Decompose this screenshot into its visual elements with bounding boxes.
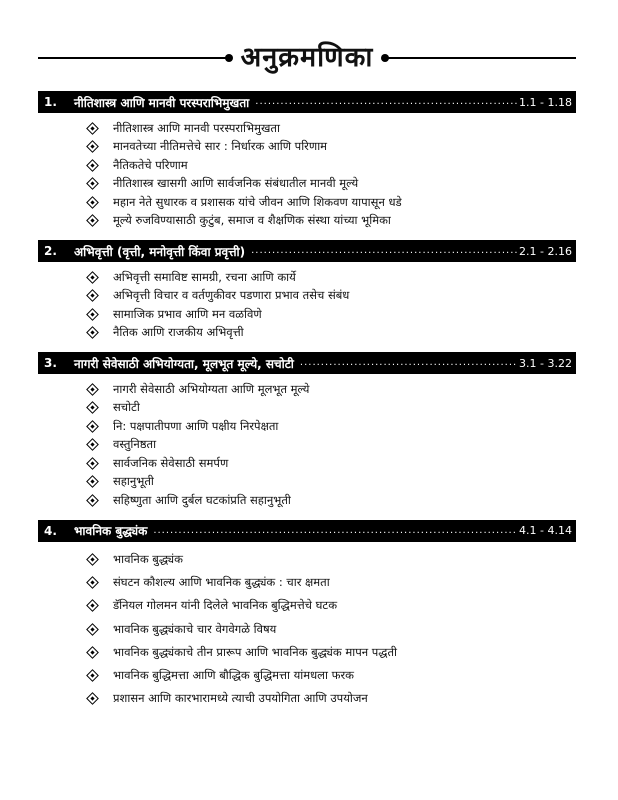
list-item — [86, 193, 576, 212]
chapter-2 — [38, 240, 576, 352]
topic-label: सहिष्णुता आणि दुर्बल घटकांप्रति सहानुभूती — [113, 492, 291, 507]
topic-label: अभिवृत्ती विचार व वर्तणुकीवर पडणारा प्रभाव तसेच संबंध — [113, 288, 350, 303]
diamond-bullet-icon — [86, 599, 99, 612]
chapter-number: 4. — [44, 523, 57, 538]
diamond-bullet-icon — [86, 494, 99, 507]
chapter-title: अभिवृत्ती (वृत्ती, मनोवृत्ती किंवा प्रवृत्ती) — [74, 244, 246, 259]
list-item — [86, 594, 576, 617]
list-item — [86, 641, 576, 664]
topic-label: सचोटी — [113, 400, 140, 415]
topic-label: डॅनियल गोलमन यांनी दिलेले भावनिक बुद्धिमत्तेचे घटक — [113, 598, 338, 613]
chapter-number: 3. — [44, 356, 57, 370]
list-item — [86, 473, 576, 492]
topic-list — [38, 262, 576, 352]
diamond-bullet-icon — [86, 401, 99, 414]
topic-list — [38, 113, 576, 240]
list-item — [86, 571, 576, 594]
diamond-bullet-icon — [86, 271, 99, 284]
list-item — [86, 380, 576, 399]
leader-dots — [300, 352, 517, 374]
diamond-bullet-icon — [86, 438, 99, 451]
diamond-bullet-icon — [86, 214, 99, 227]
topic-label: प्रशासन आणि कारभारामध्ये त्याची उपयोगिता आणि उपयोजन — [113, 691, 368, 706]
title-rule-left — [38, 57, 231, 59]
diamond-bullet-icon — [86, 122, 99, 135]
diamond-bullet-icon — [86, 289, 99, 302]
chapter-header[interactable] — [38, 91, 576, 113]
chapter-header[interactable] — [38, 520, 576, 542]
list-item — [86, 119, 576, 138]
topic-list — [38, 374, 576, 520]
diamond-bullet-icon — [86, 420, 99, 433]
diamond-bullet-icon — [86, 669, 99, 682]
diamond-bullet-icon — [86, 553, 99, 566]
table-of-contents — [38, 91, 576, 721]
list-item — [86, 287, 576, 306]
chapter-pages: 4.1 - 4.14 — [519, 524, 572, 537]
diamond-bullet-icon — [86, 576, 99, 589]
topic-label: मानवतेच्या नीतिमत्तेचे सार : निर्धारक आणि परिणाम — [113, 139, 328, 154]
diamond-bullet-icon — [86, 383, 99, 396]
topic-label: नीतिशास्त्र आणि मानवी परस्पराभिमुखता — [113, 120, 280, 135]
chapter-pages: 3.1 - 3.22 — [519, 356, 572, 370]
diamond-bullet-icon — [86, 475, 99, 488]
list-item — [86, 491, 576, 510]
chapter-number: 1. — [44, 95, 57, 109]
topic-label: भावनिक बुद्ध्यंकाचे चार वेगवेगळे विषय — [113, 621, 277, 636]
list-item — [86, 138, 576, 157]
list-item — [86, 305, 576, 324]
list-item — [86, 617, 576, 640]
diamond-bullet-icon — [86, 623, 99, 636]
list-item — [86, 664, 576, 687]
chapter-pages: 2.1 - 2.16 — [519, 244, 572, 258]
topic-label: भावनिक बुद्धिमत्ता आणि बौद्धिक बुद्धिमत्ता यांमधला फरक — [113, 668, 355, 683]
chapter-title: नागरी सेवेसाठी अभियोग्यता, मूलभूत मूल्ये, सचोटी — [74, 356, 294, 371]
list-item — [86, 324, 576, 343]
list-item — [86, 175, 576, 194]
leader-dots — [251, 240, 517, 262]
list-item — [86, 436, 576, 455]
topic-label: नीतिशास्त्र खासगी आणि सार्वजनिक संबंधातील मानवी मूल्ये — [113, 176, 359, 191]
topic-label: अभिवृत्ती समाविष्ट सामग्री, रचना आणि कार्ये — [113, 269, 296, 284]
topic-label: वस्तुनिष्ठता — [113, 437, 157, 452]
diamond-bullet-icon — [86, 646, 99, 659]
title-rule-right — [383, 57, 576, 59]
topic-label: नैतिकतेचे परिणाम — [113, 157, 188, 172]
chapter-number: 2. — [44, 244, 57, 258]
chapter-header[interactable] — [38, 352, 576, 374]
topic-label: भावनिक बुद्ध्यंक — [113, 551, 183, 566]
list-item — [86, 687, 576, 710]
topic-label: नैतिक आणि राजकीय अभिवृत्ती — [113, 325, 244, 340]
chapter-title: नीतिशास्त्र आणि मानवी परस्पराभिमुखता — [74, 95, 250, 110]
diamond-bullet-icon — [86, 196, 99, 209]
leader-dots — [255, 91, 517, 113]
topic-label: सार्वजनिक सेवेसाठी समर्पण — [113, 455, 229, 470]
topic-label: नि: पक्षपातीपणा आणि पक्षीय निरपेक्षता — [113, 418, 279, 433]
list-item — [86, 268, 576, 287]
chapter-header[interactable] — [38, 240, 576, 262]
chapter-pages: 1.1 - 1.18 — [519, 95, 572, 109]
diamond-bullet-icon — [86, 308, 99, 321]
diamond-bullet-icon — [86, 693, 99, 706]
chapter-1 — [38, 91, 576, 240]
topic-label: मूल्ये रुजविण्यासाठी कुटुंब, समाज व शैक्षणिक संस्था यांच्या भूमिका — [113, 213, 391, 228]
list-item — [86, 454, 576, 473]
chapter-4 — [38, 520, 576, 721]
topic-label: नागरी सेवेसाठी अभियोग्यता आणि मूलभूत मूल्ये — [113, 381, 310, 396]
list-item — [86, 212, 576, 231]
topic-label: सामाजिक प्रभाव आणि मन वळविणे — [113, 306, 262, 321]
topic-label: महान नेते सुधारक व प्रशासक यांचे जीवन आणि शिकवण यापासून धडे — [113, 194, 402, 209]
title-row — [38, 38, 576, 78]
topic-list — [38, 542, 576, 721]
list-item — [86, 399, 576, 418]
topic-label: संघटन कौशल्य आणि भावनिक बुद्ध्यंक : चार क्षमता — [113, 574, 330, 589]
leader-dots — [153, 520, 517, 542]
page-title: अनुक्रमणिका — [240, 42, 374, 73]
list-item — [86, 548, 576, 571]
diamond-bullet-icon — [86, 140, 99, 153]
diamond-bullet-icon — [86, 159, 99, 172]
chapter-3 — [38, 352, 576, 520]
diamond-bullet-icon — [86, 326, 99, 339]
topic-label: भावनिक बुद्ध्यंकाचे तीन प्रारूप आणि भावनिक बुद्ध्यंक मापन पद्धती — [113, 644, 398, 659]
list-item — [86, 417, 576, 436]
topic-label: सहानुभूती — [113, 474, 154, 489]
diamond-bullet-icon — [86, 177, 99, 190]
chapter-title: भावनिक बुद्ध्यंक — [74, 524, 148, 538]
list-item — [86, 156, 576, 175]
diamond-bullet-icon — [86, 457, 99, 470]
